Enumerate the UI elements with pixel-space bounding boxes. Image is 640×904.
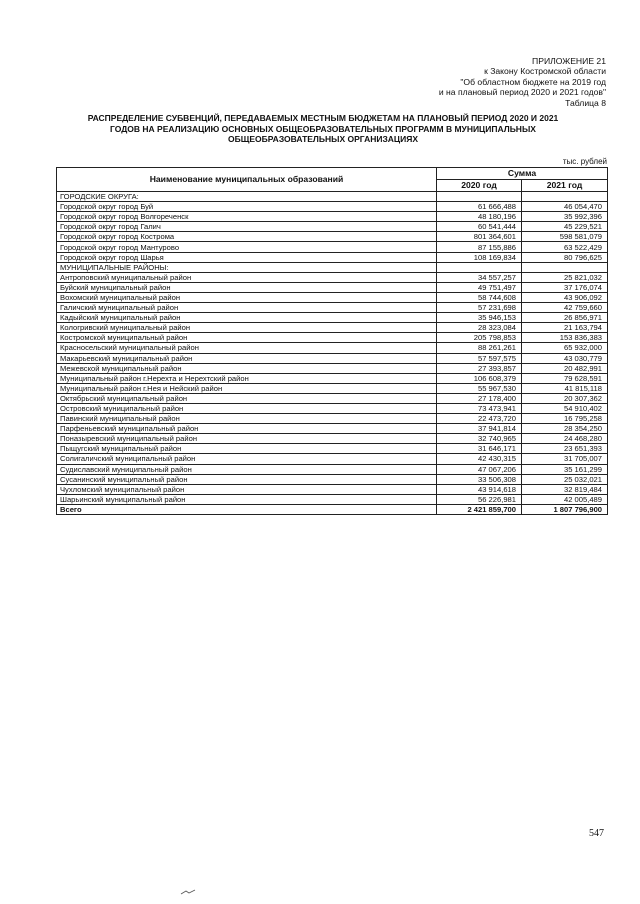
table-row [57, 373, 608, 383]
cell-2021: 63 522,429 [522, 242, 608, 252]
appendix-line: и на плановый период 2020 и 2021 годов" [438, 87, 606, 98]
cell-2021: 20 307,362 [522, 393, 608, 403]
cell-municipality: Муниципальный район г.Нея и Нейский район [57, 383, 437, 393]
cell-2021: 20 482,991 [522, 363, 608, 373]
cell-municipality: Поназыревский муниципальный район [57, 434, 437, 444]
table-row [57, 494, 608, 504]
cell-2021: 45 229,521 [522, 222, 608, 232]
cell-2020: 55 967,530 [437, 383, 522, 393]
cell-municipality: Городской округ город Кострома [57, 232, 437, 242]
cell-2020: 37 941,814 [437, 424, 522, 434]
table-header [57, 168, 608, 192]
table-row [57, 383, 608, 393]
cell-municipality: Вохомский муниципальный район [57, 292, 437, 302]
cell-2021: 23 651,393 [522, 444, 608, 454]
cell-municipality: Пыщугский муниципальный район [57, 444, 437, 454]
cell-2020: 801 364,601 [437, 232, 522, 242]
cell-2020: 87 155,886 [437, 242, 522, 252]
table-row [57, 252, 608, 262]
document-title [62, 113, 584, 145]
cell-2021 [522, 192, 608, 202]
appendix-header [439, 56, 606, 108]
title-line: ГОДОВ НА РЕАЛИЗАЦИЮ ОСНОВНЫХ ОБЩЕОБРАЗОВАТЕЛЬНЫХ ПРОГРАММ В МУНИЦИПАЛЬНЫХ [110, 123, 536, 134]
cell-2021: 42 005,489 [522, 494, 608, 504]
cell-municipality: Городской округ город Мантурово [57, 242, 437, 252]
cell-2021 [522, 262, 608, 272]
cell-2020: 47 067,206 [437, 464, 522, 474]
cell-municipality: Буйский муниципальный район [57, 282, 437, 292]
cell-2021: 28 354,250 [522, 424, 608, 434]
cell-municipality: Сусанинский муниципальный район [57, 474, 437, 484]
cell-municipality: Чухломский муниципальный район [57, 484, 437, 494]
cell-municipality: Межевской муниципальный район [57, 363, 437, 373]
cell-municipality: Судиславский муниципальный район [57, 464, 437, 474]
cell-2020 [437, 192, 522, 202]
table-group-row [57, 262, 608, 272]
cell-municipality: Городской округ город Шарья [57, 252, 437, 262]
header-sum: Сумма [437, 168, 608, 180]
cell-municipality: Макарьевский муниципальный район [57, 353, 437, 363]
cell-2020: 35 946,153 [437, 313, 522, 323]
cell-2020: 31 646,171 [437, 444, 522, 454]
cell-2020: 106 608,379 [437, 373, 522, 383]
cell-2020: 88 261,261 [437, 343, 522, 353]
cell-municipality: Галичский муниципальный район [57, 303, 437, 313]
subsidy-table [56, 167, 608, 515]
cell-2020: 60 541,444 [437, 222, 522, 232]
units-label: тыс. рублей [562, 157, 607, 166]
table-row [57, 313, 608, 323]
table-number: Таблица 8 [565, 97, 606, 108]
table-row [57, 212, 608, 222]
cell-2021: 35 161,299 [522, 464, 608, 474]
table-group-row [57, 192, 608, 202]
appendix-line: к Закону Костромской области [484, 66, 606, 77]
cell-2021: 46 054,470 [522, 202, 608, 212]
table-row [57, 353, 608, 363]
table-row [57, 333, 608, 343]
cell-2020: 28 323,084 [437, 323, 522, 333]
cell-2021: 25 821,032 [522, 272, 608, 282]
cell-2021: 42 759,660 [522, 303, 608, 313]
cell-2020: 205 798,853 [437, 333, 522, 343]
cell-2021: 80 796,625 [522, 252, 608, 262]
cell-2020: 108 169,834 [437, 252, 522, 262]
cell-municipality: ГОРОДСКИЕ ОКРУГА: [57, 192, 437, 202]
cell-2021: 32 819,484 [522, 484, 608, 494]
cell-2021: 54 910,402 [522, 403, 608, 413]
table-row [57, 424, 608, 434]
cell-2021: 24 468,280 [522, 434, 608, 444]
cell-2020: 42 430,315 [437, 454, 522, 464]
cell-municipality: МУНИЦИПАЛЬНЫЕ РАЙОНЫ: [57, 262, 437, 272]
cell-2020: 58 744,608 [437, 292, 522, 302]
cell-2020: 27 393,857 [437, 363, 522, 373]
table-row [57, 363, 608, 373]
cell-municipality: Городской округ город Галич [57, 222, 437, 232]
header-year-2021: 2021 год [522, 180, 608, 192]
table-row [57, 343, 608, 353]
cell-2021: 1 807 796,900 [522, 504, 608, 514]
cell-municipality: Городской округ город Буй [57, 202, 437, 212]
cell-2020: 61 666,488 [437, 202, 522, 212]
cell-2020: 2 421 859,700 [437, 504, 522, 514]
cell-2021: 31 705,007 [522, 454, 608, 464]
title-line: ОБЩЕОБРАЗОВАТЕЛЬНЫХ ОРГАНИЗАЦИЯХ [227, 134, 419, 145]
cell-2021: 35 992,396 [522, 212, 608, 222]
cell-municipality: Кологривский муниципальный район [57, 323, 437, 333]
cell-2021: 43 906,092 [522, 292, 608, 302]
table-row [57, 474, 608, 484]
cell-2020: 33 506,308 [437, 474, 522, 484]
table-row [57, 434, 608, 444]
header-year-2020: 2020 год [437, 180, 522, 192]
cell-2020: 57 597,575 [437, 353, 522, 363]
cell-municipality: Красносельский муниципальный район [57, 343, 437, 353]
cell-municipality: Муниципальный район г.Нерехта и Нерехтский район [57, 373, 437, 383]
cell-municipality: Всего [57, 504, 437, 514]
table-row [57, 484, 608, 494]
cell-2020: 49 751,497 [437, 282, 522, 292]
cell-municipality: Островский муниципальный район [57, 403, 437, 413]
cell-2020: 43 914,618 [437, 484, 522, 494]
cell-2021: 16 795,258 [522, 414, 608, 424]
cell-municipality: Павинский муниципальный район [57, 414, 437, 424]
table-row [57, 242, 608, 252]
cell-2021: 25 032,021 [522, 474, 608, 484]
cell-municipality: Парфеньевский муниципальный район [57, 424, 437, 434]
table-row [57, 303, 608, 313]
table-row [57, 444, 608, 454]
cell-2021: 598 581,079 [522, 232, 608, 242]
header-municipality: Наименование муниципальных образований [57, 168, 437, 192]
cell-municipality: Октябрьский муниципальный район [57, 393, 437, 403]
table-row [57, 202, 608, 212]
cell-2021: 153 836,383 [522, 333, 608, 343]
table-row [57, 393, 608, 403]
cell-municipality: Шарьинский муниципальный район [57, 494, 437, 504]
table-row [57, 454, 608, 464]
cell-2020: 73 473,941 [437, 403, 522, 413]
cell-2020: 48 180,196 [437, 212, 522, 222]
table-total-row [57, 504, 608, 514]
scan-mark-icon [180, 889, 196, 895]
cell-2021: 79 628,591 [522, 373, 608, 383]
table-row [57, 323, 608, 333]
cell-2021: 37 176,074 [522, 282, 608, 292]
cell-2020: 27 178,400 [437, 393, 522, 403]
table-row [57, 403, 608, 413]
cell-2021: 43 030,779 [522, 353, 608, 363]
cell-municipality: Костромской муниципальный район [57, 333, 437, 343]
cell-2021: 26 856,971 [522, 313, 608, 323]
table-row [57, 464, 608, 474]
cell-municipality: Городской округ город Волгореченск [57, 212, 437, 222]
cell-municipality: Антроповский муниципальный район [57, 272, 437, 282]
table-row [57, 282, 608, 292]
table-row [57, 232, 608, 242]
appendix-line: ПРИЛОЖЕНИЕ 21 [532, 56, 606, 66]
table-row [57, 222, 608, 232]
appendix-line: "Об областном бюджете на 2019 год [460, 76, 606, 87]
cell-2020: 34 557,257 [437, 272, 522, 282]
cell-municipality: Солигаличский муниципальный район [57, 454, 437, 464]
table-row [57, 414, 608, 424]
table-row [57, 272, 608, 282]
table-body [57, 192, 608, 515]
cell-2020: 32 740,965 [437, 434, 522, 444]
cell-2020: 22 473,720 [437, 414, 522, 424]
cell-municipality: Кадыйский муниципальный район [57, 313, 437, 323]
cell-2020: 56 226,981 [437, 494, 522, 504]
table-row [57, 292, 608, 302]
page-number: 547 [589, 828, 604, 839]
cell-2021: 21 163,794 [522, 323, 608, 333]
cell-2021: 65 932,000 [522, 343, 608, 353]
cell-2020 [437, 262, 522, 272]
cell-2021: 41 815,118 [522, 383, 608, 393]
title-line: РАСПРЕДЕЛЕНИЕ СУБВЕНЦИЙ, ПЕРЕДАВАЕМЫХ МЕСТНЫМ БЮДЖЕТАМ НА ПЛАНОВЫЙ ПЕРИОД 2020 И 2021 [87, 113, 559, 123]
cell-2020: 57 231,698 [437, 303, 522, 313]
